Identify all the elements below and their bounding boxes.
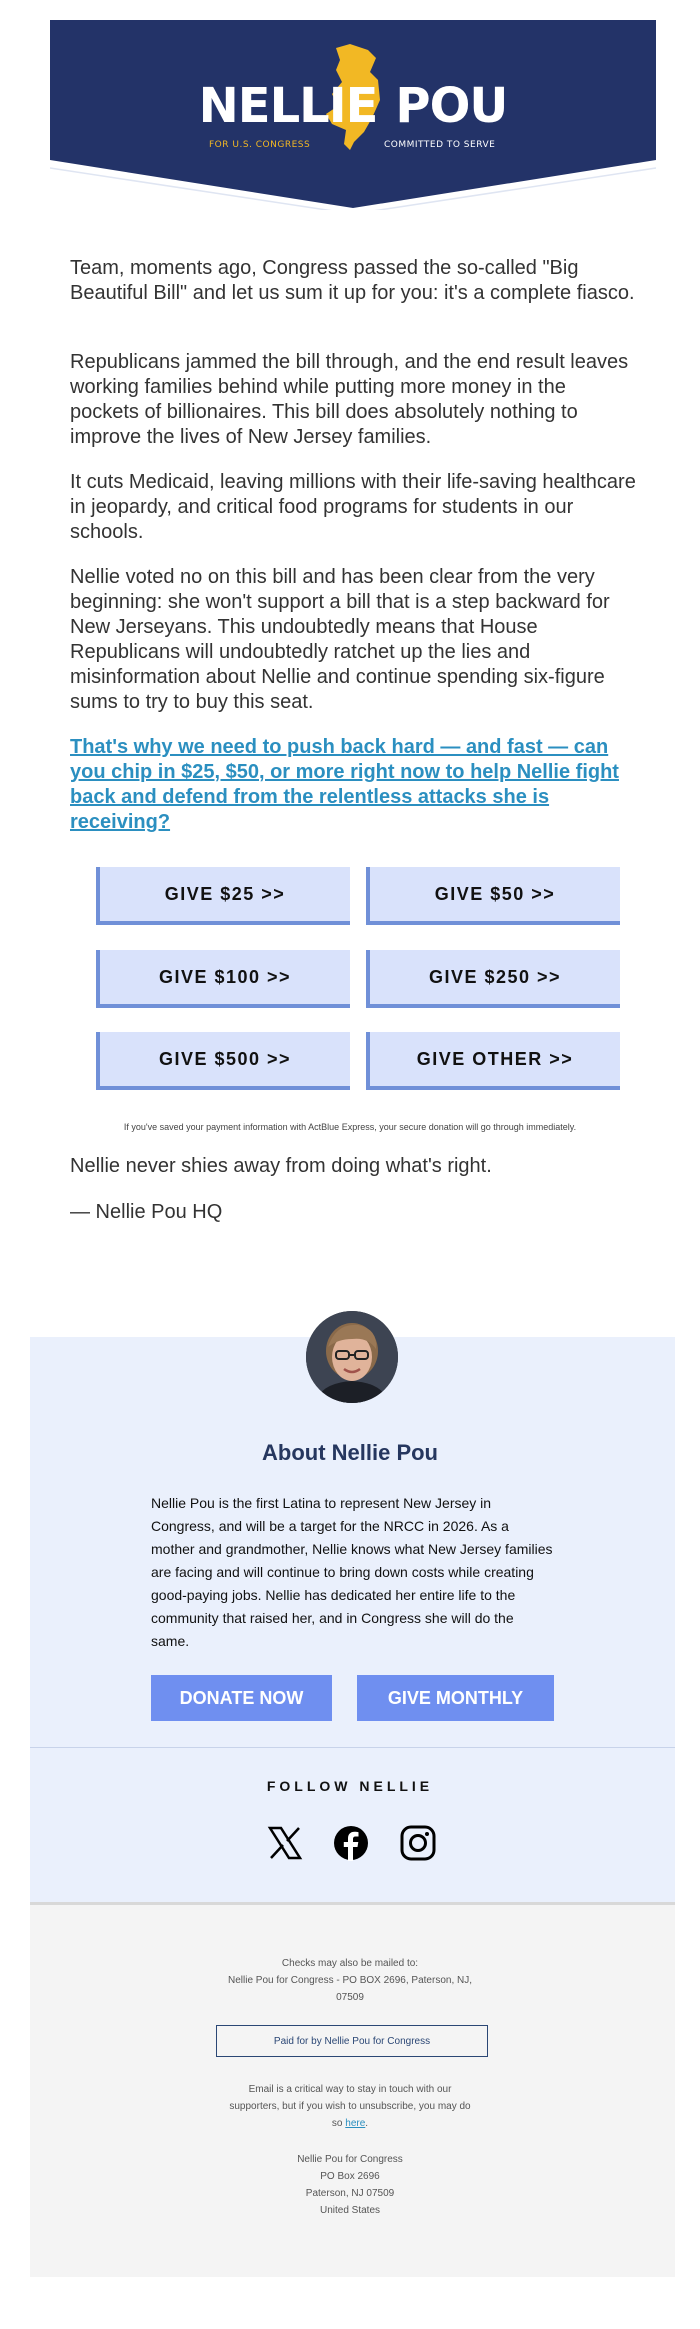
about-text: Nellie Pou is the first Latina to represent New Jersey in Congress, and will be a target for the NRCC in 2026. As a mother and grandmother, Nellie knows what New Jersey families are facing and will continue to bring down costs while creating good-paying jobs. Nellie has dedicated her entire life to the community that raised her, and in Congress she will do the same. [151, 1495, 553, 1649]
address-line-1: Nellie Pou for Congress [297, 2154, 403, 2165]
cta-link-container [70, 735, 640, 835]
unsubscribe-suffix: . [365, 2118, 369, 2129]
actblue-express-note: If you've saved your payment information with ActBlue Express, your secure donation will go through immediately. [123, 1122, 577, 1132]
give-250-button[interactable]: GIVE $250 >> [366, 950, 620, 1008]
address-line-4: United States [319, 2205, 381, 2216]
paragraph-3: It cuts Medicaid, leaving millions with their life-saving healthcare in jeopardy, and critical food programs for students in our schools. [70, 471, 636, 543]
paragraph-4: Nellie voted no on this bill and has been clear from the very beginning: she won't support a bill that is a step backward for New Jerseyans. This undoubtedly means that House Republicans will undoubtedly ratchet up the lies and misinformation about Nellie and continue spending six-figure sums to try to buy this seat. [70, 566, 610, 713]
address-line-3: Paterson, NJ 07509 [305, 2188, 395, 2199]
donate-cta-link[interactable]: That's why we need to push back hard — and fast — can you chip in $25, $50, or more right now to help Nellie fight back and defend from the relentless attacks she is receiving? [70, 736, 619, 833]
donate-now-button[interactable]: DONATE NOW [151, 1675, 332, 1721]
mail-line-3: 07509 [336, 1992, 364, 2003]
unsubscribe-line-3 [0, 2115, 700, 2132]
mail-line-1: Checks may also be mailed to: [281, 1958, 419, 1969]
logo-wordmark [50, 78, 656, 134]
instagram-icon[interactable] [400, 1825, 436, 1861]
give-100-button[interactable]: GIVE $100 >> [96, 950, 350, 1008]
closing-line: Nellie never shies away from doing what's right. [70, 1155, 492, 1177]
unsubscribe-line-2: supporters, but if you wish to unsubscribe, you may do [229, 2101, 471, 2112]
header-banner [50, 20, 656, 210]
facebook-icon[interactable] [333, 1825, 369, 1861]
paragraph-1: Team, moments ago, Congress passed the so-called "Big Beautiful Bill" and let us sum it up for you: it's a complete fiasco. [70, 257, 635, 304]
give-50-button[interactable]: GIVE $50 >> [366, 867, 620, 925]
give-monthly-button[interactable]: GIVE MONTHLY [357, 1675, 554, 1721]
give-25-button[interactable]: GIVE $25 >> [96, 867, 350, 925]
unsubscribe-line-1: Email is a critical way to stay in touch with our [248, 2084, 452, 2095]
mail-line-2: Nellie Pou for Congress - PO BOX 2696, Paterson, NJ, [228, 1975, 472, 1986]
give-500-button[interactable]: GIVE $500 >> [96, 1032, 350, 1090]
unsubscribe-link[interactable]: here [345, 2118, 366, 2129]
about-title: About Nellie Pou [262, 1440, 438, 1465]
avatar [306, 1311, 398, 1403]
tagline-left: FOR U.S. CONGRESS [209, 140, 311, 150]
address-line-2: PO Box 2696 [320, 2171, 380, 2182]
unsubscribe-prefix: so [331, 2118, 346, 2129]
paid-for-box: Paid for by Nellie Pou for Congress [216, 2025, 488, 2057]
follow-title: FOLLOW NELLIE [266, 1778, 434, 1794]
x-icon[interactable] [267, 1825, 303, 1861]
signoff: — Nellie Pou HQ [70, 1201, 223, 1223]
tagline-right: COMMITTED TO SERVE [384, 140, 496, 150]
portrait-image [306, 1311, 398, 1403]
logo-first-name: NELLIE [198, 78, 378, 134]
give-other-button[interactable]: GIVE OTHER >> [366, 1032, 620, 1090]
logo-last-name: POU [395, 78, 508, 134]
paragraph-2: Republicans jammed the bill through, and the end result leaves working families behind while putting more money in the pockets of billionaires. This bill does absolutely nothing to improve the lives of New Jersey families. [70, 351, 629, 448]
